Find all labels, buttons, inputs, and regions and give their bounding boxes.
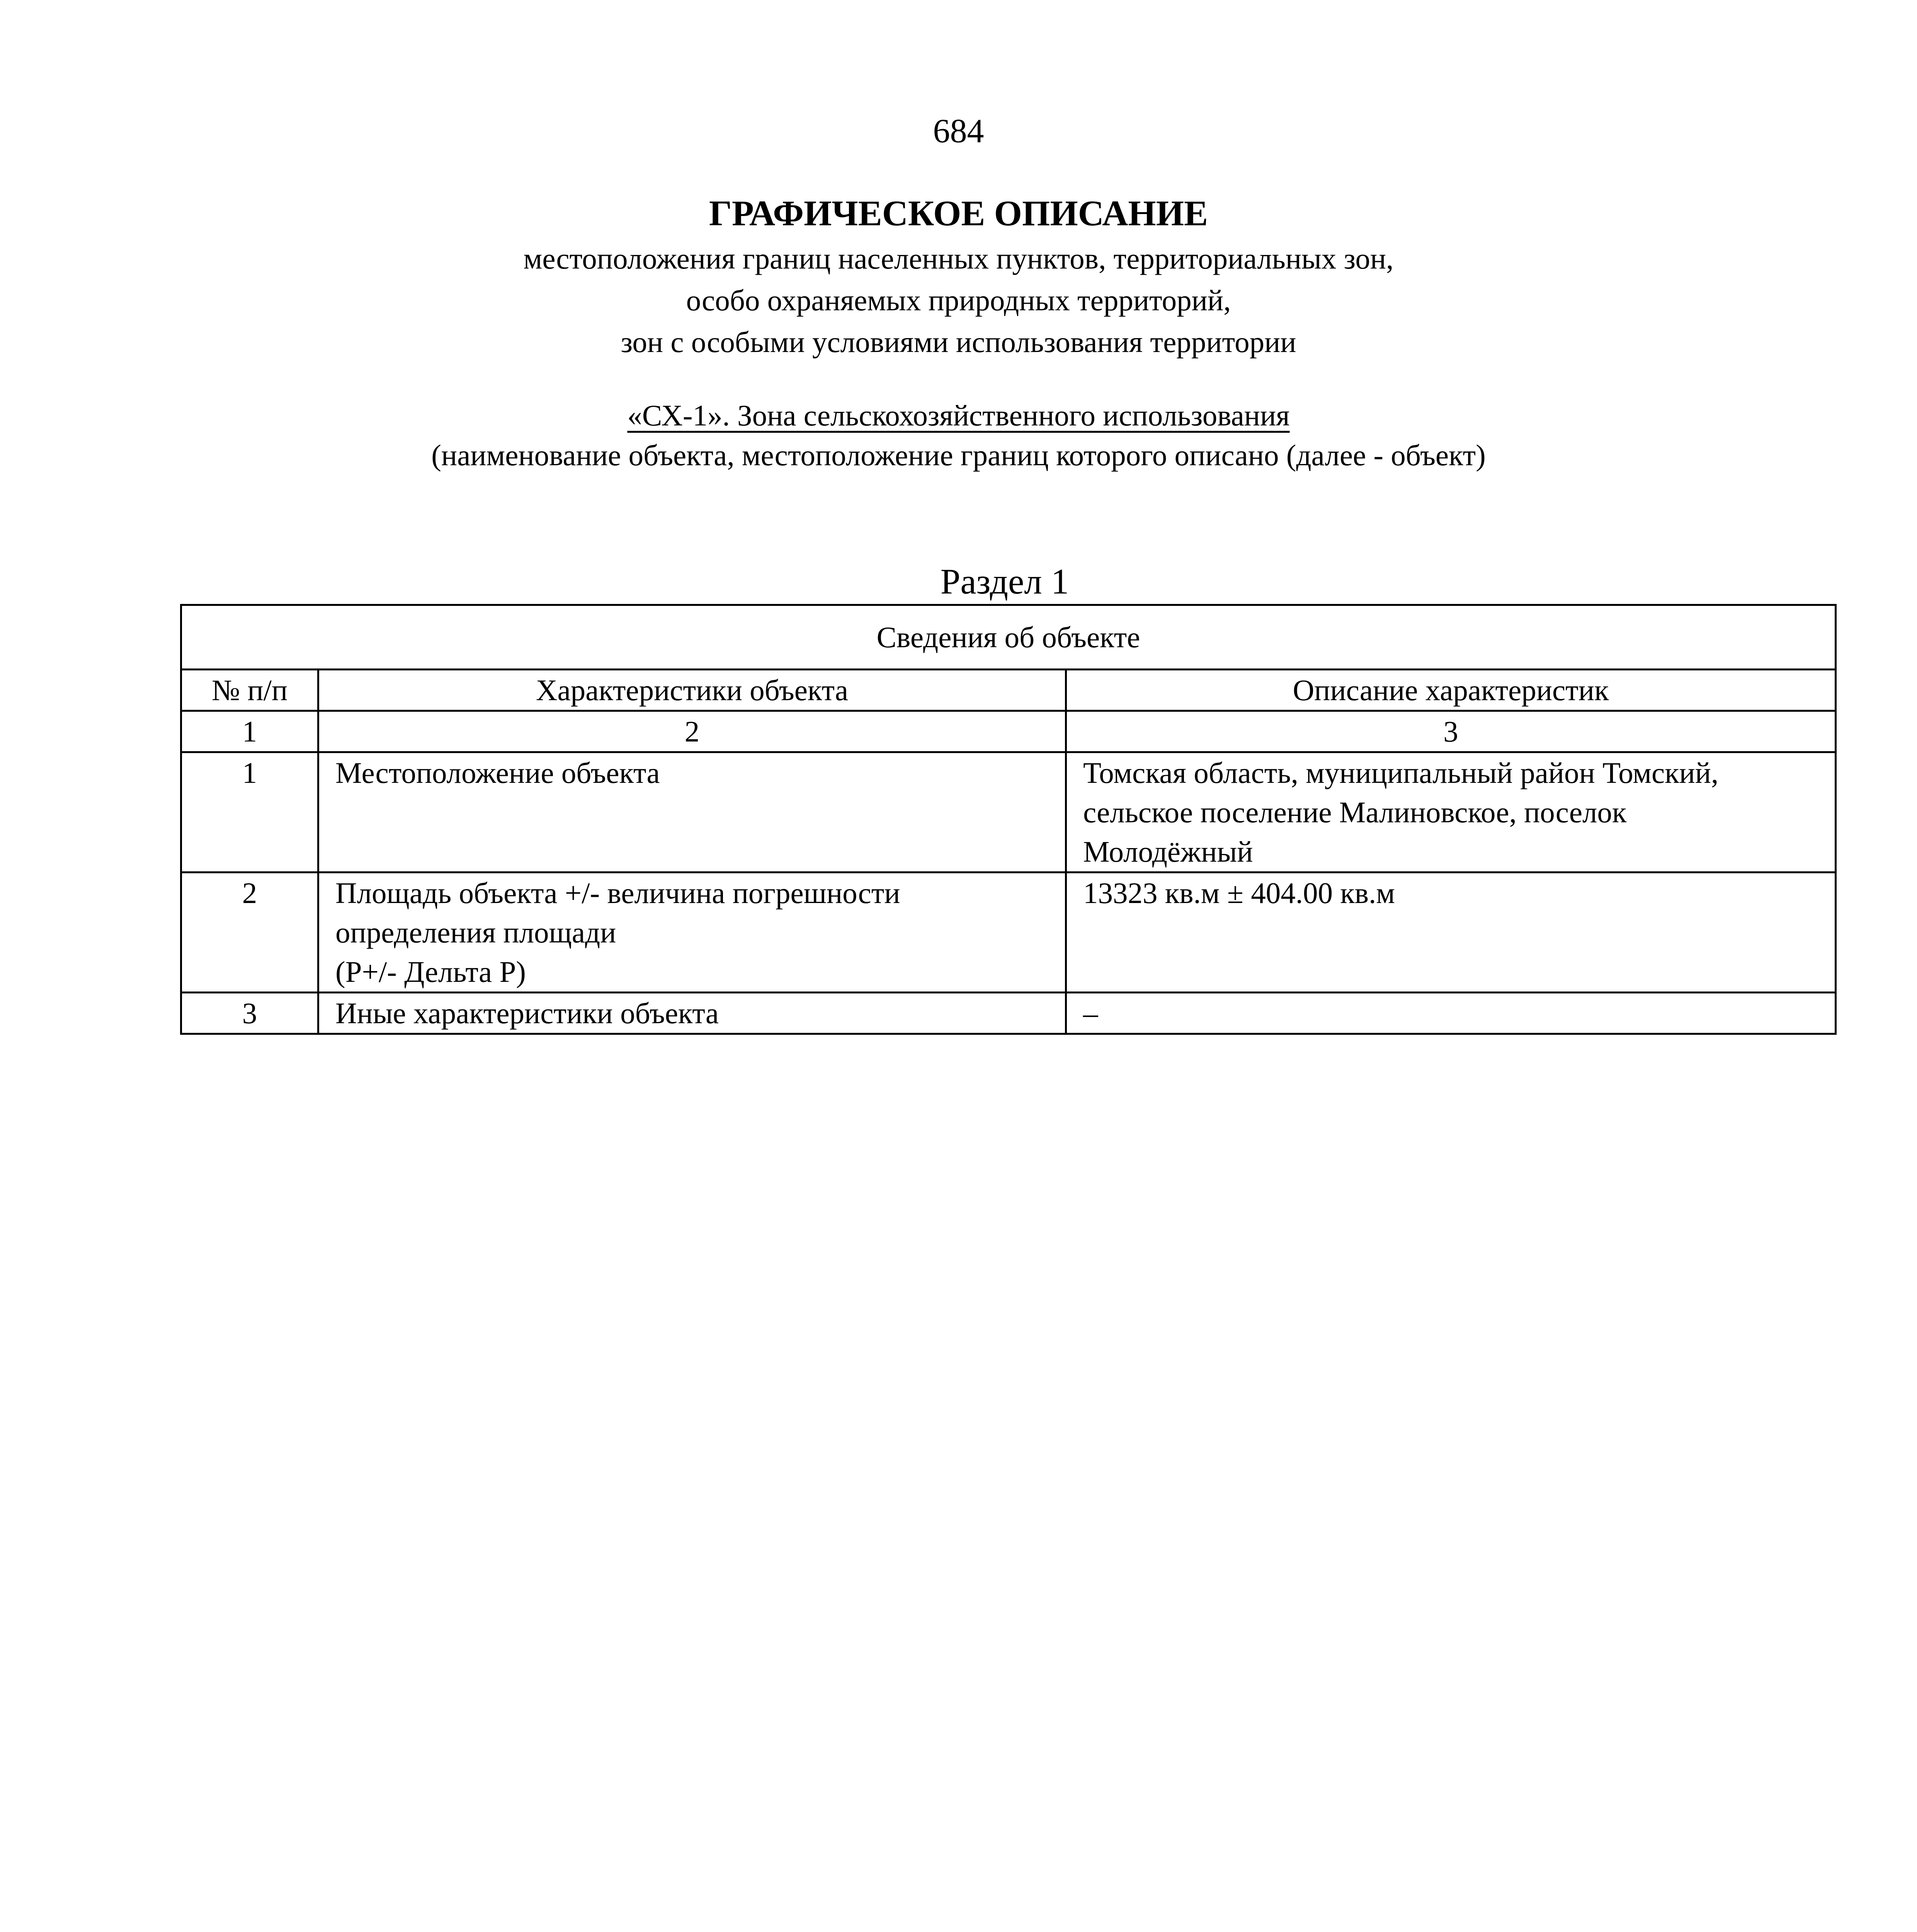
row-characteristic — [318, 872, 1066, 993]
characteristic-line: определения площади — [335, 916, 616, 949]
description-line: сельское поселение Малиновское, поселок — [1083, 796, 1627, 829]
table-row — [181, 872, 1836, 993]
characteristic-line: Иные характеристики объекта — [335, 997, 719, 1030]
object-name-text: «СХ-1». Зона сельскохозяйственного использования — [627, 399, 1290, 432]
column-number: 3 — [1066, 711, 1836, 752]
subtitle-line: особо охраняемых природных территорий, — [686, 284, 1231, 317]
description-line: Томская область, муниципальный район Томский, — [1083, 756, 1719, 789]
object-name-caption: (наименование объекта, местоположение границ которого описано (далее - объект) — [431, 439, 1486, 472]
object-name — [0, 396, 1917, 435]
page-number: 684 — [933, 112, 984, 150]
row-characteristic — [318, 752, 1066, 872]
table-caption: Сведения об объекте — [181, 605, 1836, 670]
row-index: 2 — [181, 872, 318, 993]
description-line: Молодёжный — [1083, 835, 1253, 868]
object-info-table — [180, 604, 1837, 1035]
section-heading: Раздел 1 — [940, 562, 1069, 602]
subtitle-line: местоположения границ населенных пунктов, территориальных зон, — [523, 242, 1394, 275]
description-line: – — [1083, 997, 1098, 1030]
characteristic-line: (P+/- Дельта P) — [335, 955, 526, 988]
header-description: Описание характеристик — [1066, 670, 1836, 711]
characteristic-line: Местоположение объекта — [335, 756, 660, 789]
row-index: 3 — [181, 993, 318, 1034]
row-description — [1066, 993, 1836, 1034]
document-subtitle — [0, 238, 1917, 363]
column-number: 2 — [318, 711, 1066, 752]
header-number: № п/п — [181, 670, 318, 711]
row-index: 1 — [181, 752, 318, 872]
characteristic-line: Площадь объекта +/- величина погрешности — [335, 876, 900, 910]
table-caption-row — [181, 605, 1836, 670]
row-characteristic — [318, 993, 1066, 1034]
column-number-row — [181, 711, 1836, 752]
subtitle-line: зон с особыми условиями использования территории — [621, 325, 1296, 359]
document-title: ГРАФИЧЕСКОЕ ОПИСАНИЕ — [709, 194, 1208, 233]
row-description — [1066, 872, 1836, 993]
table-row — [181, 993, 1836, 1034]
header-characteristics: Характеристики объекта — [318, 670, 1066, 711]
table-header-row — [181, 670, 1836, 711]
column-number: 1 — [181, 711, 318, 752]
table-row — [181, 752, 1836, 872]
description-line: 13323 кв.м ± 404.00 кв.м — [1083, 876, 1395, 910]
row-description — [1066, 752, 1836, 872]
